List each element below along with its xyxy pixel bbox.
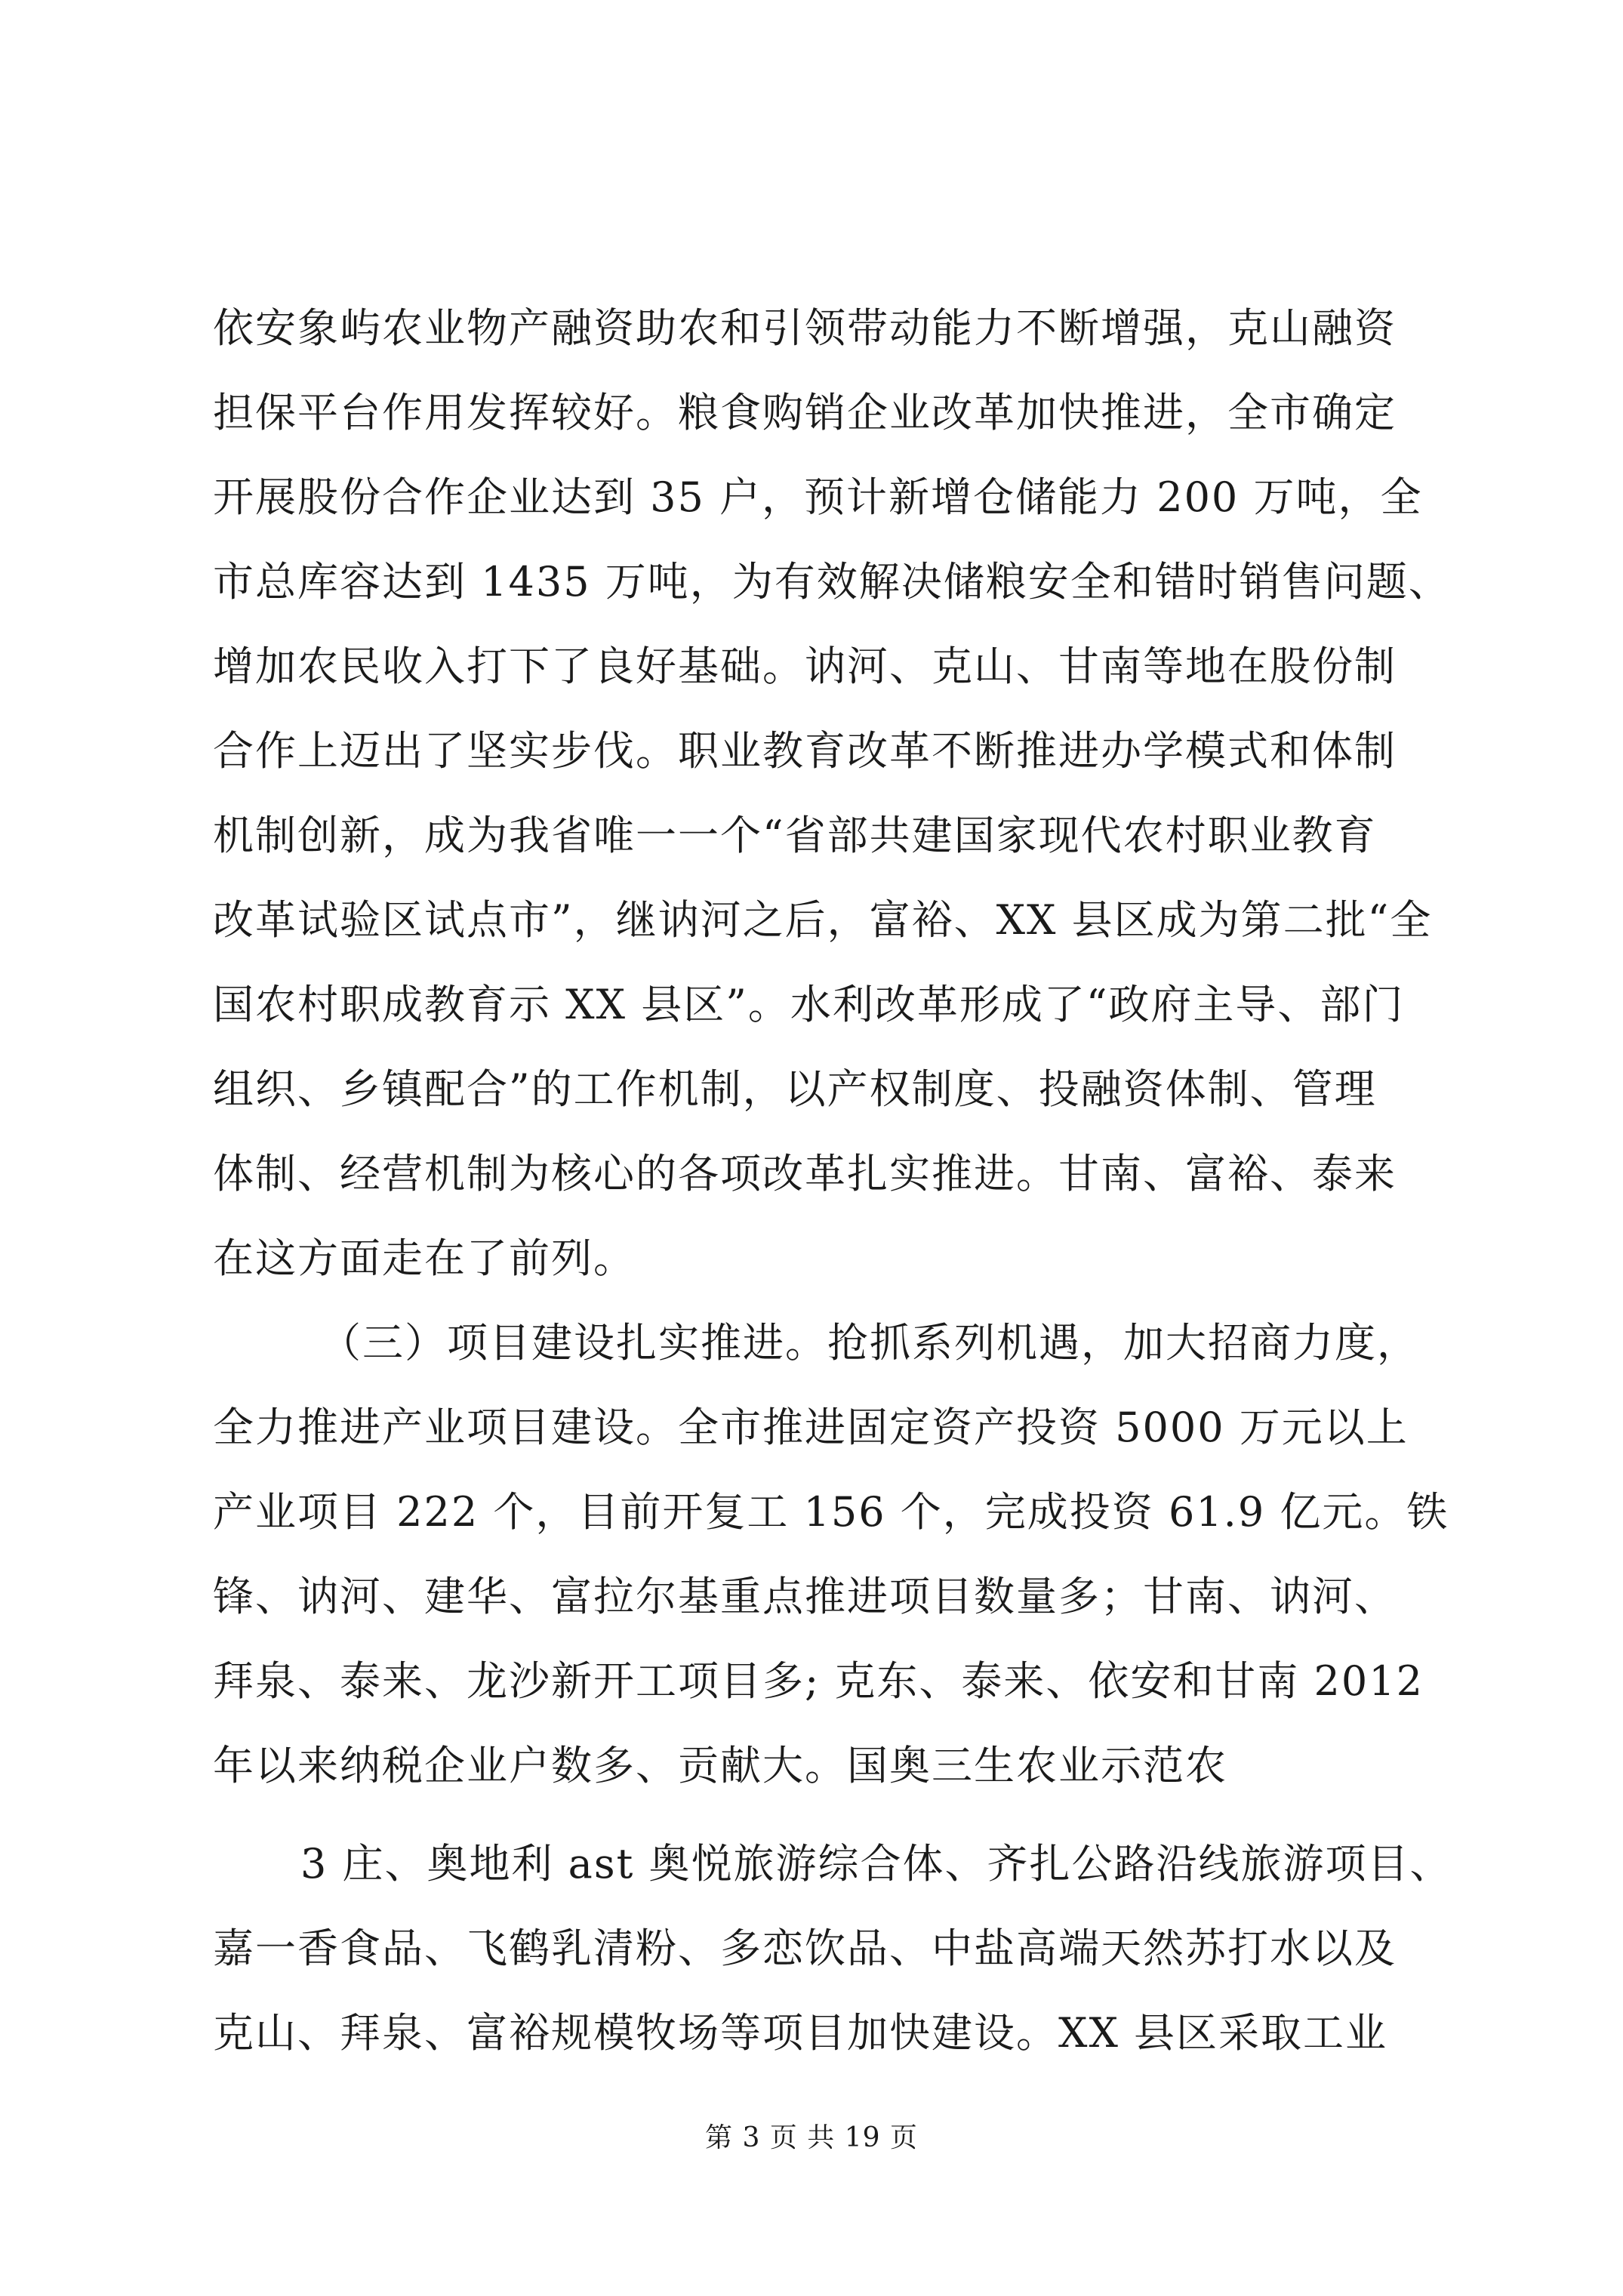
- body-line-14: 全力推进产业项目建设。全市推进固定资产投资 5000 万元以上: [213, 1404, 1409, 1451]
- body-line-2: 担保平台作用发挥较好。粮食购销企业改革加快推进，全市确定: [213, 389, 1397, 436]
- page-number-footer: 第 3 页 共 19 页: [705, 2122, 918, 2153]
- body-line-10: 组织、乡镇配合”的工作机制，以产权制度、投融资体制、管理: [213, 1065, 1377, 1113]
- body-line-3: 开展股份合作企业达到 35 户，预计新增仓储能力 200 万吨，全: [213, 473, 1423, 521]
- body-line-11: 体制、经营机制为核心的各项改革扎实推进。甘南、富裕、泰来: [213, 1150, 1397, 1197]
- body-line-1: 依安象屿农业物产融资助农和引领带动能力不断增强，克山融资: [213, 304, 1397, 352]
- body-line-18: 年以来纳税企业户数多、贡献大。国奥三生农业示范农: [213, 1742, 1227, 1789]
- body-line-8: 改革试验区试点市”，继讷河之后，富裕、XX 县区成为第二批“全: [213, 896, 1433, 944]
- body-line-17: 拜泉、泰来、龙沙新开工项目多; 克东、泰来、依安和甘南 2012: [213, 1657, 1424, 1705]
- body-line-16: 锋、讷河、建华、富拉尔基重点推进项目数量多；甘南、讷河、: [213, 1573, 1397, 1620]
- body-line-15: 产业项目 222 个，目前开复工 156 个，完成投资 61.9 亿元。铁: [213, 1488, 1449, 1536]
- body-line-5: 增加农民收入打下了良好基础。讷河、克山、甘南等地在股份制: [213, 643, 1397, 690]
- body-line-12: 在这方面走在了前列。: [213, 1234, 636, 1282]
- body-line-9: 国农村职成教育示 XX 县区”。水利改革形成了“政府主导、部门: [213, 981, 1405, 1028]
- body-line-6: 合作上迈出了坚实步伐。职业教育改革不断推进办学模式和体制: [213, 727, 1397, 775]
- body-line-19: 3 庄、奥地利 ast 奥悦旅游综合体、齐扎公路沿线旅游项目、: [300, 1840, 1452, 1888]
- section-heading-line: （三）项目建设扎实推进。抢抓系列机遇，加大招商力度，: [320, 1319, 1419, 1367]
- body-line-4: 市总库容达到 1435 万吨，为有效解决储粮安全和错时销售问题、: [213, 558, 1451, 606]
- body-line-7: 机制创新，成为我省唯一一个“省部共建国家现代农村职业教育: [213, 812, 1377, 859]
- body-line-21: 克山、拜泉、富裕规模牧场等项目加快建设。XX 县区采取工业: [213, 2009, 1388, 2057]
- body-line-20: 嘉一香食品、飞鹤乳清粉、多恋饮品、中盐高端天然苏打水以及: [213, 1925, 1397, 1972]
